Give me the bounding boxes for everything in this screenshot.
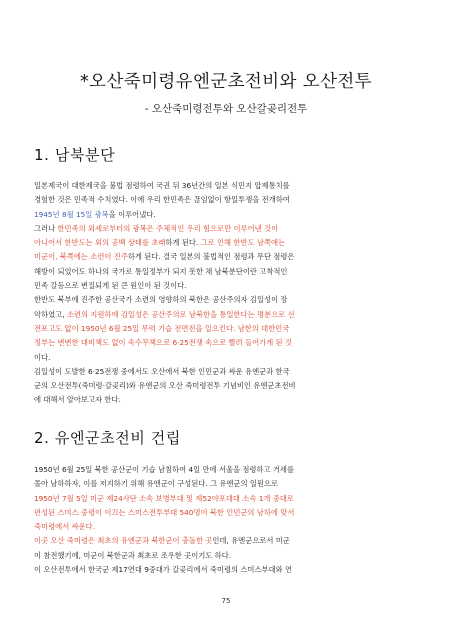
paragraph-line bbox=[34, 506, 424, 520]
body-text: 하게 된다. 결국 일본의 불법적인 점령과 무단 점령은 bbox=[127, 252, 295, 262]
body-text: 김일성이 도발한 6·25전쟁 중에서도 오산에서 북한 인민군과 싸운 유엔군과 한국 bbox=[34, 366, 290, 376]
body-text: 경험한 것은 민족적 수치였다. 이에 우리 한민족은 끊임없이 항일투쟁을 전개하여 bbox=[34, 195, 290, 205]
body-text: 해방이 되었어도 하나의 국가로 통일정부가 되지 못한 채 남북분단이란 고착적인 bbox=[34, 266, 288, 276]
section-heading-1: 1. 남북분단 bbox=[34, 146, 116, 164]
document-subtitle: - 오산죽미령전투와 오산갈곶리전투 bbox=[144, 103, 308, 115]
page-number: 75 bbox=[221, 597, 231, 605]
paragraph-line bbox=[34, 351, 424, 365]
paragraph-line bbox=[34, 179, 424, 193]
paragraph-line bbox=[34, 463, 424, 477]
paragraph-line bbox=[34, 250, 424, 264]
paragraph-line bbox=[34, 322, 424, 336]
highlighted-text: 편성된 스미스 중령이 이끄는 스미스전투부대 540명이 북한 인민군의 남하에 맞서 bbox=[34, 507, 295, 517]
paragraph-line bbox=[34, 492, 424, 506]
body-text: 군의 오산전투(죽미령·갈곶리)와 유엔군의 오산 죽미령전투 기념비인 유엔군초전비 bbox=[34, 381, 296, 391]
section-2-body bbox=[34, 463, 424, 577]
highlighted-text: 그로 인해 한반도 남쪽에는 bbox=[200, 238, 286, 248]
body-text: 1950년 6월 25일 북한 공산군이 기습 남침하여 4일 만에 서울을 점령하고 거세를 bbox=[34, 465, 295, 474]
paragraph-line bbox=[34, 193, 424, 207]
body-text: 을 이루어냈다. bbox=[108, 209, 156, 219]
body-text: 인데, 유엔군으로서 미군 bbox=[212, 536, 290, 546]
body-text: 민족 갈등으로 변질되게 된 큰 원인이 된 것이다. bbox=[34, 281, 187, 291]
body-text: 에 대해서 알아보고자 한다. bbox=[34, 395, 121, 405]
paragraph-line bbox=[34, 520, 424, 534]
highlighted-text: 전포고도 없이 1950년 6월 25일 무력 기습 전면전을 일으킨다. 남한의 대한민국 bbox=[34, 323, 290, 333]
paragraph-line bbox=[34, 365, 424, 379]
body-text: 이다. bbox=[34, 352, 51, 362]
highlighted-text: 죽미령에서 싸운다. bbox=[34, 522, 96, 532]
paragraph-line bbox=[34, 279, 424, 293]
paragraph-line bbox=[34, 477, 424, 491]
paragraph-line bbox=[34, 563, 424, 577]
paragraph-line bbox=[34, 265, 424, 279]
highlighted-text: 정부는 변변한 대비책도 없이 속수무책으로 6·25전쟁 속으로 빨려 들어가게 된 것 bbox=[34, 338, 292, 348]
highlighted-text: 아니어서 한반도는 외의 공백 상태를 초래 bbox=[34, 238, 166, 248]
section-heading-2: 2. 유엔군초전비 건립 bbox=[34, 429, 181, 447]
body-text: 그러나 bbox=[34, 223, 58, 233]
body-text: 일본제국이 대한제국을 불법 점령하여 국권 뒤 36년간의 일본 식민지 압제통치를 bbox=[34, 181, 290, 190]
highlighted-text: 소련의 지원하에 김일성은 공산주의로 남북한을 통일한다는 명분으로 선 bbox=[66, 309, 295, 319]
highlighted-text: 한민족의 외세로부터의 광복은 주체적인 우리 힘으로만 이루어낸 것이 bbox=[57, 223, 279, 233]
body-text: 몰아 남하하자, 이를 저지하기 위해 유엔군이 구성된다. 그 유엔군의 일원으로 bbox=[34, 479, 279, 489]
paragraph-line bbox=[34, 549, 424, 563]
body-text: 악하였고, bbox=[34, 309, 67, 319]
highlighted-text: 미군이, 북쪽에는 소련이 진주 bbox=[34, 252, 128, 262]
section-1-body bbox=[34, 179, 424, 408]
paragraph-line bbox=[34, 379, 424, 393]
paragraph-line bbox=[34, 336, 424, 350]
paragraph-line bbox=[34, 222, 424, 236]
paragraph-line bbox=[34, 208, 424, 222]
body-text: 이 오산전투에서 한국군 제17연대 9중대가 갈곶리에서 죽미령의 스미스부대와 연 bbox=[34, 565, 293, 575]
highlighted-text: 1945년 8월 15일 광복 bbox=[34, 209, 109, 219]
body-text: 하게 된다. bbox=[165, 238, 201, 248]
paragraph-line bbox=[34, 308, 424, 322]
document-title: *오산죽미령유엔군초전비와 오산전투 bbox=[80, 72, 372, 92]
body-text: 이 참전했기에, 미군이 북한군과 최초로 조우한 곳이기도 하다. bbox=[34, 550, 232, 560]
paragraph-line bbox=[34, 393, 424, 407]
paragraph-line bbox=[34, 534, 424, 548]
paragraph-line bbox=[34, 293, 424, 307]
highlighted-text: 이곳 오산 죽미령은 최초의 유엔군과 북한군이 충돌한 곳 bbox=[34, 536, 213, 546]
body-text: 한반도 북부에 진주한 공산국가 소련의 영향하의 북한은 공산주의자 김일성이 장 bbox=[34, 295, 288, 305]
paragraph-line bbox=[34, 236, 424, 250]
highlighted-text: 1950년 7월 5일 미군 제24사단 소속 보병부대 및 제52야포대대 소속 1개 중대로 bbox=[34, 493, 294, 503]
